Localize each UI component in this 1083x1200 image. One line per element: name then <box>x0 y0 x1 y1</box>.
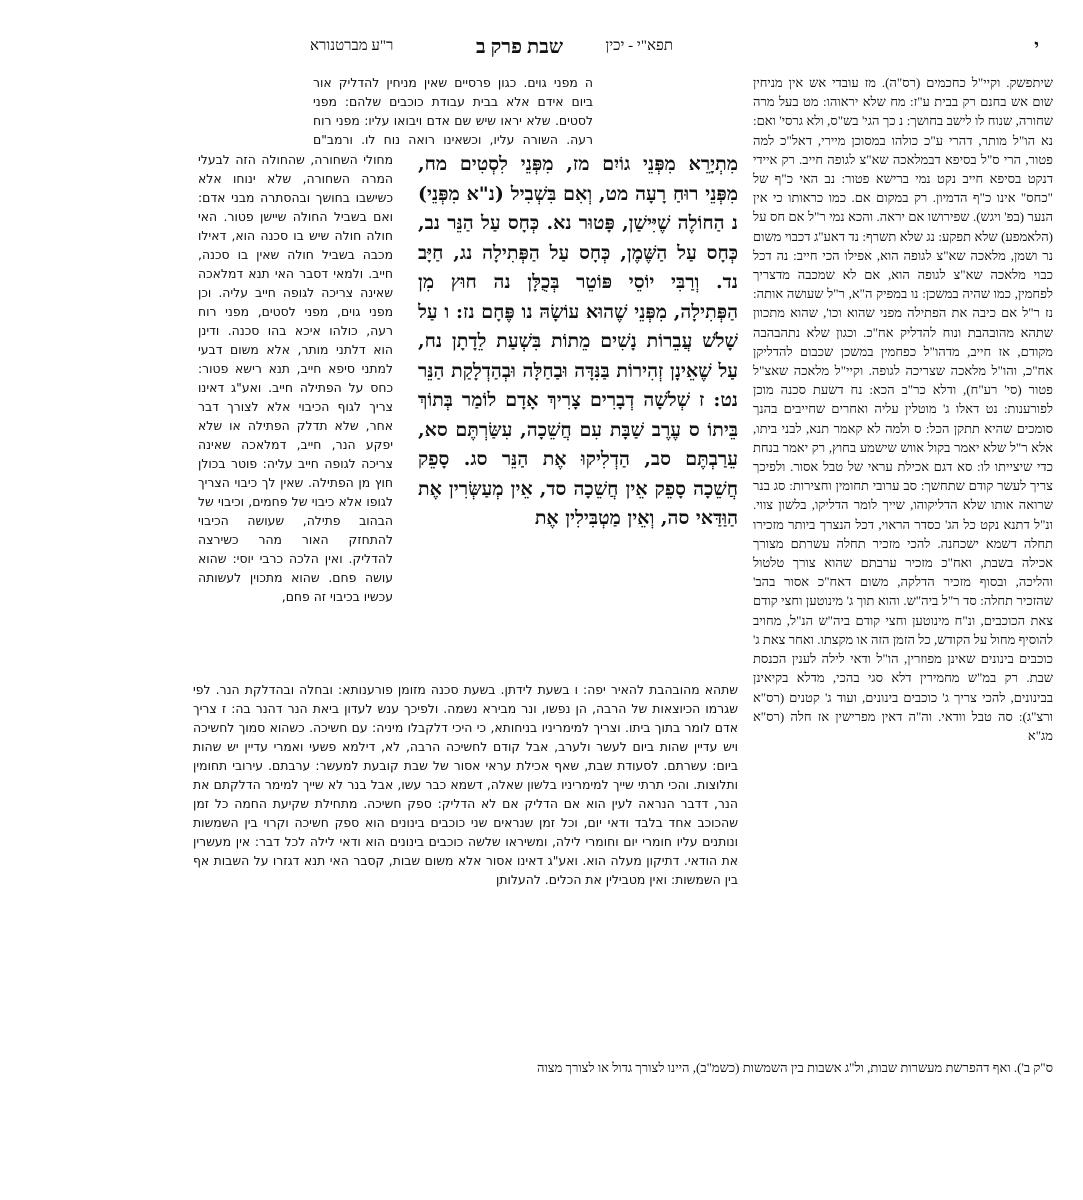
section-label-commentary: תפא"י - יכין <box>605 38 673 54</box>
bartenura-text-top: ה מפני גוים. כגון פרסיים שאין מניחין להדליק אור ביום אידם אלא בבית עבודת כוכבים שלהם: מפני לסטים. שלא יראו שיש שם אדם ויבואו עליו: מפני רוח רעה. השורה עליו, וכשאינו רואה נוח לו. ורמב"ם <box>313 75 593 147</box>
footer-text: ס"ק ב'). ואף דהפרשת מעשרות שבות, ול"ג אשבות בין השמשות (כשמ"ב), היינו לצורך גדול או לצורך מצוה <box>537 1060 1053 1075</box>
running-head <box>200 36 1053 58</box>
tiferet-yisrael-commentary <box>753 73 1053 1058</box>
bartenura-commentary-middle <box>198 150 393 680</box>
mishna-body: מִתְיָרֵא מִפְּנֵי גוֹיִם מז, מִפְּנֵי לִסְטִים מח, מִפְּנֵי רוּחַ רָעָה מט, וְאִם בִּשְׁבִיל (נ"א מִפְּנֵי) נ הַחוֹלֶה שֶׁיִּישַׁן, פָּטוּר נא. כְּחָס עַל הַנֵּר נב, כְּחָס עַל הַשֶּׁמֶן, כְּחָס עַל הַפְּתִילָה נג, חַיָּב נד. וְרַבִּי יוֹסֵי פּוֹטֵר בְּכֻלָּן נה חוּץ מִן הַפְּתִילָה, מִפְּנֵי שֶׁהוּא עוֹשָׂהּ נו פֶּחָם נז: ו עַל שָׁלֹשׁ עֲבֵרוֹת נָשִׁים מֵתוֹת בִּשְׁעַת לֵדָתָן נח, עַל שֶׁאֵינָן זְהִירוֹת בַּנִּדָּה וּבַחַלָּה וּבְהַדְלָקַת הַנֵּר נט: ז שְׁלשָׁה דְבָרִים צָרִיךְ אָדָם לוֹמַר בְּתוֹךְ בֵּיתוֹ ס עֶרֶב שַׁבָּת עִם חֲשֵׁכָה, עִשַּׂרְתֶּם סא, עֵרַבְתֶּם סב, הַדְלִיקוּ אֶת הַנֵּר סג. סָפֵק חֲשֵׁכָה סָפֵק אֵין חֲשֵׁכָה סד, אֵין מְעַשְּׂרִין אֶת הַוַּדַּאי סה, וְאֵין מַטְבִּילִין אֶת <box>418 153 738 529</box>
bartenura-commentary-top <box>313 73 593 150</box>
section-label-bartenura: ר"ע מברטנורא <box>310 38 394 54</box>
bartenura-commentary-bottom <box>193 680 738 1058</box>
mishna-text <box>418 150 738 672</box>
footer-commentary-line <box>193 1058 1053 1098</box>
bartenura-text-bottom: שתהא מהובהבת להאיר יפה: ו בשעת לידתן. בשעת סכנה מזומן פורענותא: ובחלה ובהדלקת הנר. לפי שגרמו הכיוצאות של הרבה, הן נפשו, ונר מבירא נשמה. ולפיכך ענש לעדון ביאת הנר דהנר בה: ז צריך אדם לומר בתוך ביתו. וצריך למימריניו בניחותא, כי היכי דלקבלו מיניה: עם חשיכה. כשהוא סמוך לחשיכה ויש עדיין שהות ביום לעשר ולערב, אבל קודם לחשיכה הרבה, לא, דילמא פשעי ואמרי עדיין יש שהות ביום: עשרתם. לסעודת שבת, שאף אכילת עראי אסור של שבת קובעת למעשר: ערבתם. עירובי תחומין ותלוצות. והכי תרתי שייך למימריניו בלשון שאלה, דשמא כבר עשו, אבל בנר לא שייך למימר הדלקתם את הנר, דדבר הנראה לעין הוא אם הדליק אם לא הדליק: ספק חשיכה. מתחילת שקיעת החמה כל זמן שהכוכב אחד בלבד ודאי יום, וכל זמן שנראים שני כוכבים בינונים הוא ספק חשיכה וקרוי בין השמשות ונותנים עליו חומרי יום וחומרי לילה, ומשיראו שלשה כוכבים בינונים הוא ודאי לילה לכל דבר: אין מעשרין את הודאי. דתיקון מעלה הוא. ואע"ג דאינו אסור אלא משום שבות, קסבר האי תנא דגזרו על השבות אף בין השמשות: ואין מטבילין את הכלים. להעלותן <box>193 682 738 888</box>
bartenura-text-middle: מחולי השחורה, שהחולה הזה לבעלי המרה השחורה, שלא ינוחו אלא כשישבו בחושך ובהסתרה מבני אדם: ואם בשביל החולה שיישן פטור. האי חולה חולה שיש בו סכנה הוא, דאילו מכבה בשביל חולה שאין בו סכנה, חייב. ולמאי דסבר האי תנא דמלאכה שאינה צריכה לגופה חייב עליה. וכן מפני גוים, מפני לסטים, מפני רוח רעה, כולהו איכא בהו סכנה. ודינן הוא דלתני מותר, אלא משום דבעי למתני סיפא חייב, תנא רישא פטור: כחס על הפתילה חייב. ואע"ג דאינו צריך לגוף הכיבוי אלא לצורך דבר אחר, שלא תדלק הפתילה או שלא יפקע הנר, חייב, דמלאכה שאינה צריכה לגופה חייב עליה: פוטר בכולן חוץ מן הפתילה. שאין לך כיבוי הצריך לגופו אלא כיבוי של פחמים, וכיבוי של הבהוב פתילה, שעושה הכיבוי להתחזק האור מהר כשירצה להדליק. ואין הלכה כרבי יוסי: שהוא עושה פחם. שהוא מתכוין לעשותה עכשיו בכיבוי זה פחם, <box>198 152 393 604</box>
page-number: י <box>1034 36 1039 56</box>
page-title: שבת פרק ב <box>475 36 563 58</box>
commentary-text: שיתפשק. וקיי"ל כחכמים (רס"ה). מז עובדי אש אין מניחין שום אש בחנם רק בבית ע"ז: מח שלא יראוהו: מט בעל מרה שחורה, שנוח לו לישב בחושך: נ כך הגי' בש"ס, ולא גרסי' ואם: נא הו"ל מותר, דהרי ע"כ כולהו במסוכן מיירי, דאל"כ למה פטור, הרי ס"ל בסיפא דבמלאכה שא"צ לגופה חייב. רק איידי דנקט בסיפא חייב נקט נמי ברישא פטור: נב האי כ"ף של "כחס" אינו כ"ף הדמיון. רק במקום אם. כמו כראותו כי אין הנער (בפ' ויגש). שפירושו אם יראה. והכא נמי ר"ל אם חס על (הלאמפע) שלא תפקע: נג שלא תשרף: נד דאע"ג דכבוי משום נר ושמן, מלאכה שא"צ לגופה הוא, אפילו הכי חייב: נה דכל כבוי מלאכה שא"צ לגופה הוא, אם לא שמכבה מדצריך לפחמין, כמו שהיה במשכן: נו במפיק ה"א, ר"ל שעושה אותה: נז ר"ל אם כיבה את הפתילה מפני שהוא וכו', שהוא מתכוון שתהא מהובהבת ונוח להדליק אח"כ. וכגון שלא נתהבהבה מקודם, אז חייב, מדהו"ל כפחמין במשכן שכבום להדליקן אח"כ, והו"ל מלאכה שצריכה לגופה. וקיי"ל מלאכה שאצ"ל פטור (סי' רע"ח), ודלא כר"ב הכא: נח דשעת סכנה מוכן לפורענות: נט דאלו ג' מוטלין עליה ואחרים שחייבים בהנך סומכים שהיא תתקן הכל: ס ולמה לא קאמר תנא, לבני ביתו, אלא ר"ל שלא יאמר בקול אווש שישמע בחוץ, רק יאמר בנחת כדי שיצייתו לו: סא דגם אכילת עראי של טבל אסור. ולפיכך צריך לעשר קודם שתחשך: סב ערובי תחומין וחצירות: סג בנר שרואה אותו שלא הדליקוהו, שייך לומר הדליקו, בלשון צווי. ונ"ל דתנא נקט כל הג' כסדר הראוי, דכל הנצרך ביותר מזכירו תחלה דשמא ישכחנה. להכי מזכיר תחלה עשרתם מצורך אכילה בשבת, ואח"כ מזכיר ערבתם שהוא צורך טלטול והליכה, ובסוף מזכיר הדלקה, משום דאח"כ אסור בהב' שהזכיר תחלה: סד ר"ל ביה"ש. והוא תוך ג' מינוטען וחצי קודם צאת הכוכבים, ונ"ח מינוטען וחצי קודם ביה"ש הנ"ל, מחויב להוסיף מחול על הקודש, כל הזמן הזה או מקצתו. ואחר צאת ג' כוכבים בינונים שאינן מפוזרין, הו"ל ודאי לילה לענין הכנסת שבת. רק במ"ש מחמירין דלא סגי בהכי, מדלא בקיאינן בבינונים, להכי צריך ג' כוכבים בינונים, ועוד ג' קטנים (רס"א ורצ"ג): סה טבל וודאי. וה"ה דאין מפרישין אז חלה (רס"א מג"א <box>753 75 1053 743</box>
